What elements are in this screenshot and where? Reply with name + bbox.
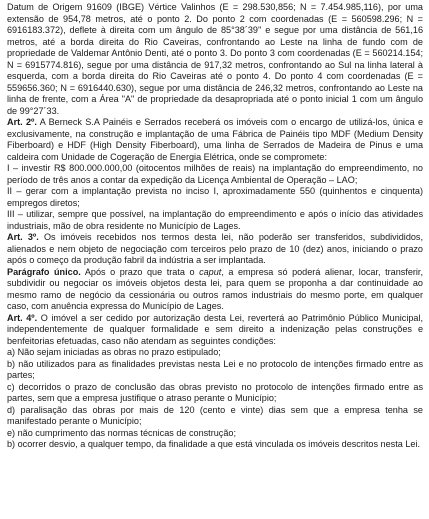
paragrafo-unico-text-2: , a empresa só poderá alienar, locar, transferir, subdividir ou negociar os imóveis objetos desta lei, para quem se proponha a dar continuidade ao mesmo ramo de negócio da cessionária ou outros ramos industriais do mesmo porte, em qualquer caso, com anuência expressa do Município de Lages.	[7, 266, 423, 311]
property-description-paragraph: Datum de Origem 91609 (IBGE) Vértice Valinhos (E = 298.530,856; N = 7.454.985,116), por uma extensão de 954,78 metros, até o ponto 2. Do ponto 2 com coordenadas (E = 560598.296; N = 6916183.372), deflete à direita com um ângulo de 85°38´39'' e segue por uma distância de 561,16 metros, até a borda direita do Rio Caveiras, confrontando ao Leste na linha de fundo com de propriedade de Valdemar Antônio Denti, até o ponto 3. Do ponto 3 com coordenadas (E = 560214.154; N = 6915774.816), segue por uma distância de 917,32 metros, confrontando ao Sul na linha lateral à esquerda, com a borda direita do Rio Caveiras até o ponto 4. Do ponto 4 com coordenadas (E = 559656.360; N = 6916440.630), segue por uma distância de 246,32 metros, confrontando ao Leste na linha de frente, com a Área "A" de propriedade da desapropriada até o ponto inicial 1 com um ângulo de 99°27´33.	[7, 2, 423, 116]
article-4-text: O imóvel a ser cedido por autorização desta Lei, reverterá ao Patrimônio Público Municipal, independentemente de qualquer formalidade e sem direito a indenização pelas construções e benfeitorias efetuadas, caso não atendam as seguintes condições:	[7, 312, 423, 346]
paragrafo-unico-label: Parágrafo único.	[7, 266, 81, 277]
article-3	[7, 232, 423, 267]
condition-d: d) paralisação das obras por mais de 120 (cento e vinte) dias sem que a empresa tenha se manifestado perante o Município;	[7, 404, 423, 426]
paragrafo-unico	[7, 267, 423, 313]
article-4	[7, 313, 423, 348]
item-ii: II – gerar com a implantação prevista no inciso I, aproximadamente 550 (quinhentos e cinquenta) empregos diretos;	[7, 186, 423, 208]
article-2-label: Art. 2º.	[7, 117, 37, 127]
article-2-text: A Berneck S.A Painéis e Serrados receberá os imóveis com o encargo de utilizá-los, única e exclusivamente, na construção e implantação de uma Fábrica de Painéis tipo MDF (Medium Density Fiberboard) e HDF (High Density Fiberboard), uma linha de Serrados de Madeira de Pinus e uma caldeira com Unidade de Cogeração de Energia Elétrica, onde se compromete:	[7, 117, 424, 162]
condition-b-repeat: b) ocorrer desvio, a qualquer tempo, da finalidade a que está vinculada os imóveis descritos nesta Lei.	[7, 439, 420, 449]
condition-a: a) Não sejam iniciadas as obras no prazo estipulado;	[7, 347, 221, 357]
item-i: I – investir R$ 800.000.000,00 (oitocentos milhões de reais) na implantação do empreendimento, no período de três anos a contar da expedição da Licença Ambiental de Operação – LAO;	[7, 163, 423, 185]
condition-e: e) não cumprimento das normas técnicas de construção;	[7, 427, 236, 438]
paragrafo-unico-text-1: Após o prazo que trata o	[80, 266, 200, 277]
article-4-label: Art. 4º.	[7, 312, 38, 323]
article-3-label: Art. 3º.	[7, 232, 39, 242]
caput-term: caput	[199, 266, 222, 277]
article-2	[7, 117, 423, 163]
condition-c: c) decorridos o prazo de conclusão das obras previsto no protocolo de intenções firmado entre as partes, sem que a empresa justifique o atraso perante o Município;	[7, 381, 423, 403]
condition-b: b) não utilizados para as finalidades previstas nesta Lei e no protocolo de intenções firmado entre as partes;	[7, 358, 423, 380]
article-3-text: Os imóveis recebidos nos termos desta lei, não poderão ser transferidos, subdivididos, alienados e nem objeto de negociação com terceiros pelo prazo de 10 (dez) anos, iniciando o prazo após o começo da produção fabril da indústria a ser implantada.	[7, 232, 424, 265]
item-iii: III – utilizar, sempre que possível, na implantação do empreendimento e após o início das atividades industriais, mão de obra residente no Município de Lages.	[7, 209, 423, 231]
